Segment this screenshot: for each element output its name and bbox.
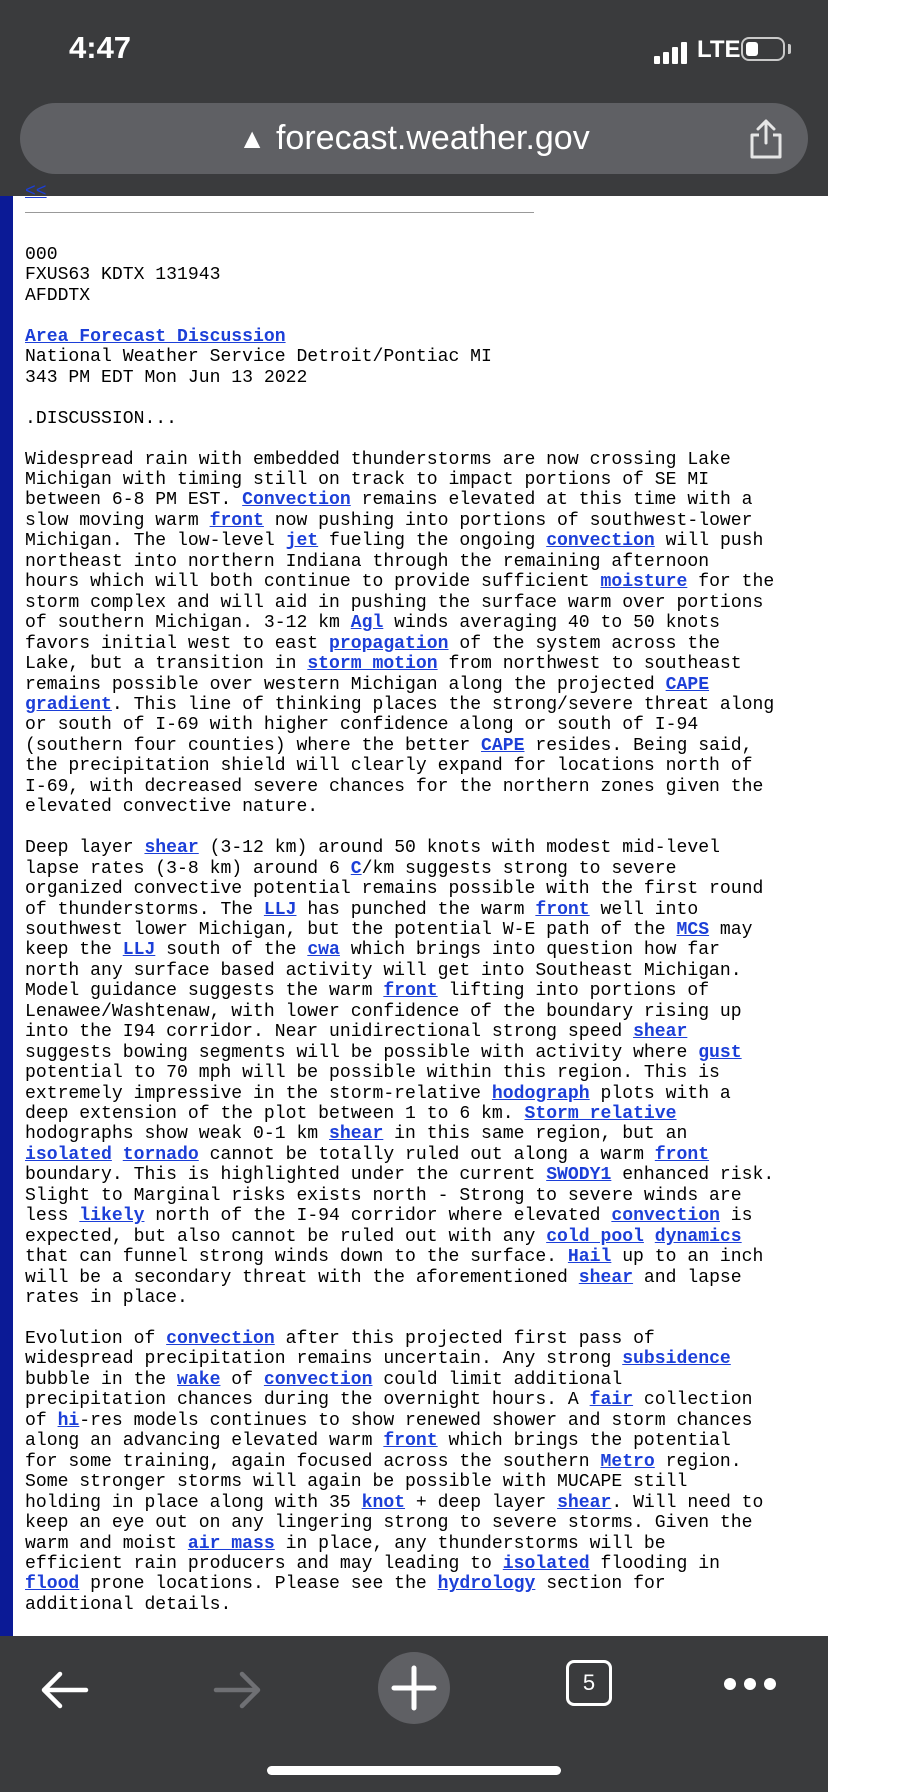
discussion-text: cannot be totally ruled out along a warm <box>198 1144 655 1165</box>
discussion-text: will push <box>654 531 764 552</box>
glossary-link[interactable]: Storm relative <box>524 1104 677 1125</box>
glossary-link[interactable]: subsidence <box>622 1349 731 1370</box>
discussion-text: Slight to Marginal risks exists north - Strong to severe winds are <box>25 1185 742 1206</box>
glossary-link[interactable]: storm motion <box>307 654 438 675</box>
discussion-text: Deep layer <box>25 838 145 859</box>
more-dots-icon[interactable] <box>722 1676 778 1692</box>
discussion-text: 343 PM EDT Mon Jun 13 2022 <box>25 367 308 388</box>
glossary-link[interactable]: front <box>654 1144 710 1165</box>
glossary-link[interactable]: cwa <box>307 940 340 961</box>
glossary-link[interactable]: CAPE <box>481 735 525 756</box>
discussion-text: (southern four counties) where the better <box>25 735 482 756</box>
discussion-text: additional details. <box>25 1594 232 1615</box>
signal-strength-icon <box>654 40 688 64</box>
discussion-text: hours which will both continue to provide sufficient <box>25 572 601 593</box>
glossary-link[interactable]: MCS <box>676 919 710 940</box>
glossary-link[interactable]: fair <box>589 1390 634 1411</box>
discussion-text: organized convective potential remains possible with the first round <box>25 879 764 900</box>
new-tab-button[interactable] <box>378 1652 450 1724</box>
status-time: 4:47 <box>69 30 132 65</box>
discussion-text: of southern Michigan. 3-12 km <box>25 613 351 634</box>
glossary-link[interactable]: jet <box>285 531 319 552</box>
battery-tip <box>788 44 791 54</box>
glossary-link[interactable]: convection <box>263 1369 373 1390</box>
glossary-link[interactable]: convection <box>166 1329 275 1350</box>
discussion-text: rates in place. <box>25 1288 188 1309</box>
discussion-text: hodographs show weak 0-1 km <box>25 1124 330 1145</box>
discussion-text: fueling the ongoing <box>318 531 547 552</box>
glossary-link[interactable]: convection <box>546 531 655 552</box>
discussion-text: Widespread rain with embedded thunderstorms are now crossing Lake <box>25 449 731 470</box>
page-left-border <box>0 196 13 1636</box>
discussion-text: less <box>25 1206 80 1227</box>
discussion-text: boundary. This is highlighted under the current <box>25 1165 547 1186</box>
glossary-link[interactable]: likely <box>79 1206 145 1227</box>
glossary-link[interactable]: LLJ <box>122 940 156 961</box>
glossary-link[interactable]: front <box>209 510 264 531</box>
glossary-link[interactable]: front <box>383 981 438 1002</box>
discussion-text: slow moving warm <box>25 510 210 531</box>
discussion-text: from northwest to southeast <box>437 654 742 675</box>
discussion-text: section for <box>535 1574 666 1595</box>
discussion-text: Evolution of <box>25 1329 167 1350</box>
glossary-link[interactable]: wake <box>177 1369 221 1390</box>
discussion-text: Michigan. The low-level <box>25 531 286 552</box>
discussion-text: well into <box>589 899 699 920</box>
discussion-text: into the I94 corridor. Near unidirectional strong speed <box>25 1022 634 1043</box>
horizontal-rule <box>25 212 534 213</box>
discussion-text: expected, but also cannot be ruled out with any <box>25 1226 547 1247</box>
glossary-link[interactable]: front <box>535 899 590 920</box>
network-type: LTE <box>697 36 741 63</box>
discussion-text: . Will need to <box>611 1492 764 1513</box>
url-text[interactable]: forecast.weather.gov <box>275 119 590 157</box>
discussion-text <box>644 1227 655 1247</box>
discussion-text: or south of I-69 with higher confidence along or south of I-94 <box>25 715 699 736</box>
glossary-link[interactable]: CAPE <box>665 674 710 695</box>
glossary-link[interactable]: Hail <box>567 1247 612 1268</box>
discussion-text: flooding in <box>589 1554 720 1574</box>
discussion-text: northeast into northern Indiana through the remaining afternoon <box>25 551 710 572</box>
discussion-text: 000 <box>25 245 58 265</box>
discussion-text: southwest lower Michigan, but the potential W-E path of the <box>25 919 677 940</box>
discussion-text: winds averaging 40 to 50 knots <box>383 613 720 634</box>
discussion-text: Model guidance suggests the warm <box>25 981 384 1002</box>
discussion-text: widespread precipitation remains uncertain. Any strong <box>25 1349 623 1370</box>
discussion-text: + deep layer <box>405 1492 558 1513</box>
glossary-link[interactable]: Metro <box>600 1451 655 1472</box>
glossary-link[interactable]: knot <box>361 1492 406 1513</box>
discussion-text: warm and moist <box>25 1533 188 1554</box>
discussion-text: /km suggests strong to severe <box>361 858 677 879</box>
discussion-text: extremely impressive in the storm-relative <box>25 1083 492 1104</box>
discussion-text: is <box>719 1206 753 1227</box>
glossary-link[interactable]: gradient <box>25 694 112 715</box>
forward-arrow-icon[interactable] <box>210 1662 266 1718</box>
glossary-link[interactable]: isolated <box>502 1554 590 1574</box>
discussion-text: will be a secondary threat with the aforementioned <box>25 1267 579 1288</box>
glossary-link[interactable]: cold pool <box>546 1226 644 1247</box>
discussion-text: north any surface based activity will get into Southeast Michigan. <box>25 960 742 981</box>
discussion-text: suggests bowing segments will be possible with activity where <box>25 1042 699 1063</box>
glossary-link[interactable]: shear <box>557 1492 612 1513</box>
page-content <box>0 182 828 1636</box>
home-indicator <box>267 1766 561 1775</box>
discussion-text: after this projected first pass of <box>274 1329 655 1350</box>
glossary-link[interactable]: shear <box>144 838 199 859</box>
discussion-text: lapse rates (3-8 km) around 6 <box>25 858 351 879</box>
tabs-button[interactable]: 5 <box>566 1660 612 1706</box>
discussion-text: keep the <box>25 940 123 961</box>
discussion-text: enhanced risk. <box>611 1165 775 1186</box>
discussion-text: precipitation chances during the overnight hours. A <box>25 1390 590 1411</box>
discussion-text: Lenawee/Washtenaw, with lower confidence of the boundary rising up <box>25 1001 742 1022</box>
discussion-text: remains possible over western Michigan along the projected <box>25 674 666 695</box>
discussion-text: deep extension of the plot between 1 to 6 km. <box>25 1104 525 1125</box>
discussion-text: for the <box>687 572 775 593</box>
discussion-text: (3-12 km) around 50 knots with modest mid-level <box>198 838 720 859</box>
discussion-text: Some stronger storms will again be possible with MUCAPE still <box>25 1472 688 1493</box>
discussion-text: in this same region, but an <box>383 1124 688 1145</box>
glossary-link[interactable]: air mass <box>187 1533 275 1554</box>
discussion-text: prone locations. Please see the <box>79 1574 438 1595</box>
discussion-text: . This line of thinking places the strong/severe threat along <box>111 694 775 715</box>
glossary-link[interactable]: moisture <box>600 572 688 593</box>
discussion-text: I-69, with decreased severe chances for the northern zones given the <box>25 776 764 797</box>
discussion-text: Lake, but a transition in <box>25 654 308 675</box>
discussion-text: of <box>25 1410 58 1431</box>
discussion-text: storm complex and will aid in pushing the surface warm over portions <box>25 592 764 613</box>
discussion-text: holding in place along with 35 <box>25 1492 362 1513</box>
glossary-link[interactable]: C <box>350 858 362 879</box>
discussion-text <box>112 1145 123 1165</box>
discussion-text: Michigan with timing still on track to impact portions of SE MI <box>25 469 710 490</box>
discussion-text: -res models continues to show renewed shower and storm chances <box>79 1410 753 1431</box>
discussion-text: remains elevated at this time with a <box>350 490 753 511</box>
glossary-link[interactable]: isolated <box>25 1144 112 1165</box>
previous-version-link[interactable]: << <box>25 182 47 202</box>
discussion-text: the precipitation shield will clearly expand for locations north of <box>25 756 753 777</box>
discussion-text: of <box>220 1369 264 1390</box>
discussion-text: may <box>709 919 753 940</box>
discussion-text: that can funnel strong winds down to the surface. <box>25 1247 568 1268</box>
discussion-text: in place, any thunderstorms will be <box>274 1533 666 1554</box>
share-icon[interactable] <box>746 117 786 161</box>
discussion-text: region. <box>654 1451 742 1472</box>
discussion-text: for some training, again focused across the southern <box>25 1451 601 1472</box>
glossary-link[interactable]: shear <box>578 1267 634 1288</box>
discussion-text: AFDDTX <box>25 285 91 306</box>
status-bar <box>0 0 828 98</box>
glossary-link[interactable]: dynamics <box>654 1226 742 1247</box>
discussion-text: has punched the warm <box>296 899 536 920</box>
discussion-text: .DISCUSSION... <box>25 408 178 429</box>
discussion-text: of the system across the <box>448 633 720 654</box>
discussion-text: and lapse <box>633 1267 742 1288</box>
discussion-text: which brings into question how far <box>339 940 720 961</box>
discussion-text: elevated convective nature. <box>25 797 319 818</box>
glossary-link[interactable]: SWODY1 <box>546 1165 612 1186</box>
glossary-link[interactable]: propagation <box>329 633 449 654</box>
glossary-link[interactable]: front <box>383 1431 438 1452</box>
glossary-link[interactable]: Agl <box>350 613 384 634</box>
discussion-text: bubble in the <box>25 1369 178 1390</box>
discussion-text: efficient rain producers and may leading to <box>25 1554 503 1574</box>
discussion-text: between 6-8 PM EST. <box>25 490 243 511</box>
discussion-text: south of the <box>155 940 308 961</box>
discussion-text: could limit additional <box>372 1369 623 1390</box>
glossary-link[interactable]: hydrology <box>437 1574 536 1595</box>
forecast-discussion-text <box>25 245 905 1615</box>
glossary-link[interactable]: Convection <box>242 490 351 511</box>
glossary-link[interactable]: hi <box>57 1410 80 1431</box>
glossary-link[interactable]: shear <box>329 1124 384 1145</box>
glossary-link[interactable]: gust <box>698 1042 742 1063</box>
discussion-text: up to an inch <box>611 1247 764 1268</box>
plus-icon <box>378 1652 450 1724</box>
battery-icon <box>741 37 785 61</box>
discussion-text: now pushing into portions of southwest-lower <box>263 510 753 531</box>
glossary-link[interactable]: convection <box>611 1206 720 1227</box>
glossary-link[interactable]: shear <box>633 1022 688 1043</box>
glossary-link[interactable]: LLJ <box>263 899 297 920</box>
warning-triangle-icon: ▲ <box>238 122 266 154</box>
discussion-text: collection <box>633 1390 753 1411</box>
browser-toolbar <box>0 98 828 196</box>
discussion-text: keep an eye out on any lingering strong to severe storms. Given the <box>25 1513 753 1534</box>
back-arrow-icon[interactable] <box>36 1662 92 1718</box>
discussion-text: which brings the potential <box>437 1431 731 1452</box>
glossary-link[interactable]: hodograph <box>491 1083 590 1104</box>
discussion-text: lifting into portions of <box>437 981 710 1002</box>
discussion-text: National Weather Service Detroit/Pontiac MI <box>25 347 492 368</box>
discussion-text: FXUS63 KDTX 131943 <box>25 265 221 286</box>
glossary-link[interactable]: tornado <box>122 1144 199 1165</box>
glossary-link[interactable]: flood <box>25 1574 80 1595</box>
discussion-text: along an advancing elevated warm <box>25 1431 384 1452</box>
glossary-link[interactable]: Area Forecast Discussion <box>25 326 286 347</box>
discussion-text: plots with a <box>589 1083 731 1104</box>
address-bar[interactable] <box>20 103 808 174</box>
discussion-text: favors initial west to east <box>25 633 330 654</box>
discussion-text: potential to 70 mph will be possible within this region. This is <box>25 1063 720 1084</box>
discussion-text: north of the I-94 corridor where elevated <box>144 1206 612 1227</box>
discussion-text: of thunderstorms. The <box>25 899 264 920</box>
discussion-text: resides. Being said, <box>524 735 753 756</box>
